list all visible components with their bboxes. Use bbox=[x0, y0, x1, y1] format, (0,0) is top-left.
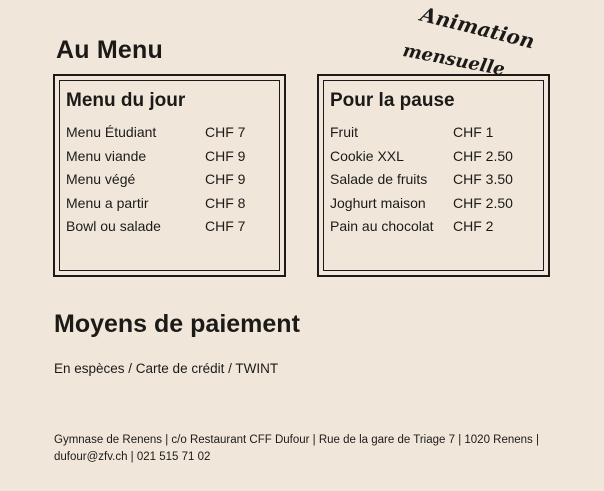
pour-la-pause-panel bbox=[317, 74, 550, 277]
list-item bbox=[66, 148, 278, 172]
item-name: Menu végé bbox=[66, 171, 136, 188]
monthly-animation-stamp-line1: Animation bbox=[418, 2, 538, 54]
pour-la-pause-list bbox=[330, 124, 542, 242]
item-price: CHF 2 bbox=[453, 218, 494, 235]
item-price: CHF 9 bbox=[205, 171, 246, 188]
menu-du-jour-panel bbox=[53, 74, 286, 277]
item-price: CHF 2.50 bbox=[453, 194, 513, 211]
footer-line: Gymnase de Renens | c/o Restaurant CFF Dufour | Rue de la gare de Triage 7 | 1020 Renens | bbox=[54, 434, 539, 446]
page-title: Au Menu bbox=[56, 36, 163, 64]
list-item bbox=[330, 218, 542, 242]
item-price: CHF 7 bbox=[205, 124, 246, 140]
menu-du-jour-title: Menu du jour bbox=[66, 90, 186, 111]
list-item bbox=[330, 171, 542, 195]
item-name: Menu viande bbox=[66, 147, 147, 164]
item-name: Menu a partir bbox=[66, 194, 149, 211]
payment-methods: En espèces / Carte de crédit / TWINT bbox=[54, 361, 279, 376]
item-name: Bowl ou salade bbox=[66, 218, 161, 235]
list-item bbox=[330, 195, 542, 219]
item-name: Joghurt maison bbox=[330, 194, 426, 211]
monthly-animation-stamp-line2: mensuelle bbox=[400, 40, 507, 81]
list-item bbox=[330, 124, 542, 148]
list-item bbox=[66, 218, 278, 242]
item-name: Salade de fruits bbox=[330, 171, 428, 188]
list-item bbox=[66, 124, 278, 148]
item-price: CHF 7 bbox=[205, 218, 246, 235]
list-item bbox=[66, 171, 278, 195]
item-name: Fruit bbox=[330, 124, 358, 140]
list-item bbox=[66, 195, 278, 219]
payment-title: Moyens de paiement bbox=[54, 310, 300, 338]
item-price: CHF 8 bbox=[205, 194, 246, 211]
footer-address bbox=[54, 432, 574, 466]
item-name: Pain au chocolat bbox=[330, 218, 434, 235]
menu-du-jour-list bbox=[66, 124, 278, 242]
list-item bbox=[330, 148, 542, 172]
item-price: CHF 1 bbox=[453, 124, 494, 140]
pour-la-pause-title: Pour la pause bbox=[330, 90, 455, 111]
item-price: CHF 9 bbox=[205, 147, 246, 164]
item-name: Cookie XXL bbox=[330, 147, 404, 164]
item-name: Menu Étudiant bbox=[66, 124, 157, 140]
footer-line: dufour@zfv.ch | 021 515 71 02 bbox=[54, 451, 211, 463]
item-price: CHF 2.50 bbox=[453, 147, 513, 164]
item-price: CHF 3.50 bbox=[453, 171, 513, 188]
